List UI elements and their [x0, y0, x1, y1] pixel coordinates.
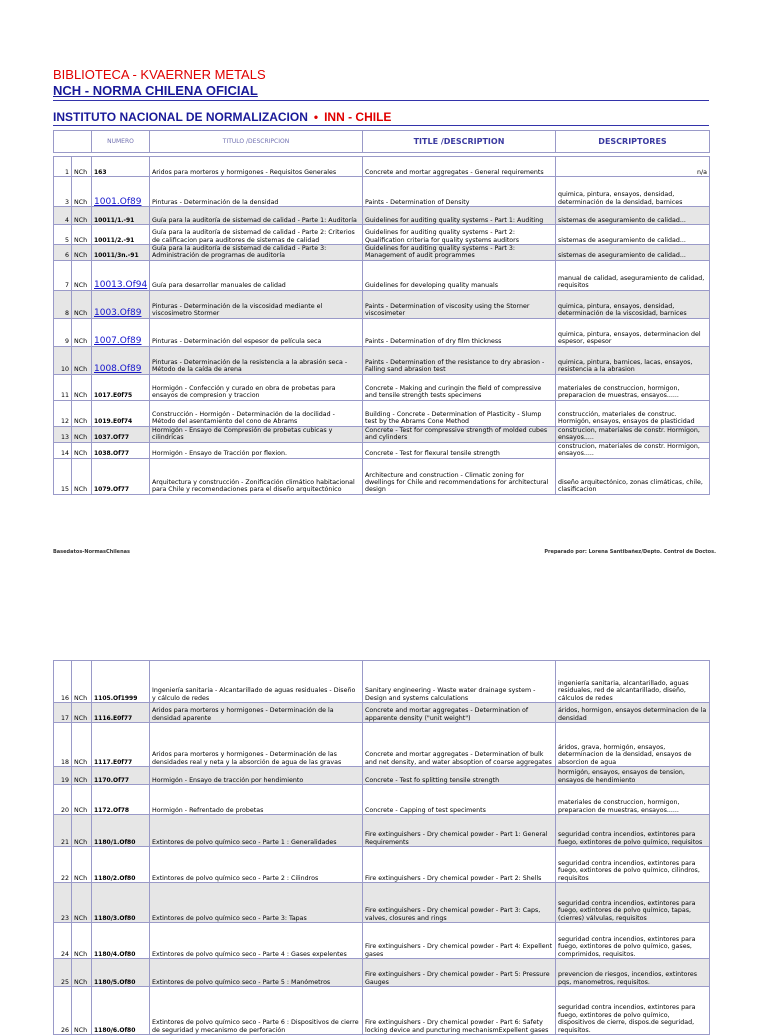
row-number: 19	[54, 767, 72, 785]
standard-code: 1180/3.Of80	[92, 883, 150, 923]
table-row	[54, 400, 710, 426]
standard-code: 1180/1.Of80	[92, 815, 150, 847]
row-number: 4	[54, 207, 72, 225]
table-row	[54, 923, 710, 959]
table-row	[54, 245, 710, 261]
spanish-title: Hormigón - Ensayo de tracción por hendimiento	[150, 767, 363, 785]
nch-prefix: NCh	[72, 959, 92, 987]
table-row	[54, 260, 710, 290]
nch-prefix: NCh	[72, 225, 92, 245]
table-row	[54, 318, 710, 346]
descriptors: seguridad contra incendios, extintores para fuego, extintores de polvo químico, gases, comprimidos, requisitos.	[556, 923, 710, 959]
row-number: 13	[54, 426, 72, 442]
spanish-title: Extintores de polvo químico seco - Parte 5 : Manómetros	[150, 959, 363, 987]
spanish-title: Pinturas - Determinación de la viscosidad mediante el viscosimetro Stormer	[150, 290, 363, 318]
descriptores-header: DESCRIPTORES	[556, 131, 710, 153]
inn-label: INN - CHILE	[324, 110, 392, 124]
table-row	[54, 177, 710, 207]
standard-code: 1172.Of78	[92, 785, 150, 815]
spanish-title: Hormigón - Refrentado de probetas	[150, 785, 363, 815]
english-title: Guidelines for auditing quality systems - Part 2: Qualification criteria for quality systems auditors	[363, 225, 556, 245]
descriptors: sistemas de aseguramiento de calidad...	[556, 207, 710, 225]
nch-prefix: NCh	[72, 290, 92, 318]
descriptors: áridos, grava, hormigón, ensayos, determinacion de la densidad, ensayos de absorcion de agua	[556, 723, 710, 767]
table-row	[54, 661, 710, 703]
standard-code[interactable]: 1008.Of89	[92, 346, 150, 374]
descriptors: hormigón, ensayos, ensayos de tension, ensayos de hendimiento	[556, 767, 710, 785]
spanish-title: Aridos para morteros y hormigones - Determinación de la densidad aparente	[150, 703, 363, 723]
descriptors: quimica, pintura, ensayos, densidad, determinación de la viscosidad, barnices	[556, 290, 710, 318]
english-title: Concrete and mortar aggregates - Determination of bulk and net density, and water absoption of coarse aggregates	[363, 723, 556, 767]
spanish-title: Hormigón - Ensayo de Tracción por flexion.	[150, 442, 363, 458]
table-row	[54, 207, 710, 225]
spanish-title: Pinturas - Determinación de la densidad	[150, 177, 363, 207]
standard-code: 1180/6.Of80	[92, 987, 150, 1035]
table-row	[54, 847, 710, 883]
blank-header	[54, 131, 92, 153]
institute-title	[53, 110, 391, 124]
english-title: Guidelines for developing quality manuals	[363, 260, 556, 290]
english-title: Paints - Determination of viscosity using the Storner viscosimeter	[363, 290, 556, 318]
spanish-title: Construcción - Hormigón - Determinación de la docilidad - Método del asentamiento del cono de Abrams	[150, 400, 363, 426]
nch-prefix: NCh	[72, 883, 92, 923]
descriptors: construcion, materiales de constr. Hormigon, ensayos.....	[556, 426, 710, 442]
descriptors: sistemas de aseguramiento de calidad...	[556, 225, 710, 245]
table-row	[54, 815, 710, 847]
row-number: 21	[54, 815, 72, 847]
descriptors: prevencion de riesgos, incendios, extintores pqs, manometros, requisitos.	[556, 959, 710, 987]
footer-left: Basedatos-NormasChilenas	[53, 549, 130, 555]
standard-code: 163	[92, 157, 150, 177]
row-number: 26	[54, 987, 72, 1035]
table-row	[54, 785, 710, 815]
english-title: Fire extinguishers - Dry chemical powder - Part 1: General Requirements	[363, 815, 556, 847]
nch-prefix: NCh	[72, 815, 92, 847]
english-title: Paints - Determination of the resistance to dry abrasion - Falling sand abrasion test	[363, 346, 556, 374]
english-title: Concrete - Capping of test speciments	[363, 785, 556, 815]
descriptors: materiales de construccion, hormigon, preparacion de muestras, ensayos......	[556, 785, 710, 815]
english-title: Guidelines for auditing quality systems - Part 3: Management of audit programmes	[363, 245, 556, 261]
descriptors: seguridad contra incendios, extintores para fuego, extintores de polvo químico, cilindros, requisitos	[556, 847, 710, 883]
row-number: 20	[54, 785, 72, 815]
spanish-title: Pinturas - Determinación de la resistencia a la abrasión seca - Método de la caída de arena	[150, 346, 363, 374]
spanish-title: Guía para la auditoría de sistemad de calidad - Parte 3: Administración de programas de auditoría	[150, 245, 363, 261]
descriptors: seguridad contra incendios, extintores para fuego, extintores de polvo químico, requisitos	[556, 815, 710, 847]
nch-prefix: NCh	[72, 661, 92, 703]
nch-prefix: NCh	[72, 723, 92, 767]
table-row	[54, 225, 710, 245]
standard-code: 1017.E0f75	[92, 374, 150, 400]
row-number: 23	[54, 883, 72, 923]
footer-right: Preparado por: Lorena Santibañez/Depto. Control de Doctos.	[544, 549, 716, 555]
spanish-title: Guía para la auditoría de sistemad de calidad - Parte 1: Auditoría	[150, 207, 363, 225]
standard-code[interactable]: 10013.Of94	[92, 260, 150, 290]
standard-code[interactable]: 1007.Of89	[92, 318, 150, 346]
row-number: 10	[54, 346, 72, 374]
nch-prefix: NCh	[72, 260, 92, 290]
nch-prefix: NCh	[72, 400, 92, 426]
spanish-title: Extintores de polvo químico seco - Parte 2 : Cilindros	[150, 847, 363, 883]
row-number: 24	[54, 923, 72, 959]
standard-code: 1116.E0f77	[92, 703, 150, 723]
english-title: Concrete - Test for flexural tensile strength	[363, 442, 556, 458]
nch-prefix: NCh	[72, 785, 92, 815]
library-title: BIBLIOTECA - KVAERNER METALS	[53, 67, 266, 82]
table-row	[54, 767, 710, 785]
nch-prefix: NCh	[72, 767, 92, 785]
spanish-title: Extintores de polvo químico seco - Parte 1 : Generalidades	[150, 815, 363, 847]
standard-code: 1170.Of77	[92, 767, 150, 785]
row-number: 1	[54, 157, 72, 177]
row-number: 25	[54, 959, 72, 987]
standard-code: 1180/2.Of80	[92, 847, 150, 883]
row-number: 12	[54, 400, 72, 426]
descriptors: quimica, pintura, ensayos, determinacion del espesor, espesor	[556, 318, 710, 346]
descriptors: quimica, pintura, barnices, lacas, ensayos, resistencia a la abrasion	[556, 346, 710, 374]
english-title: Concrete - Making and curingin the field of compressive and tensile strength tests specimens	[363, 374, 556, 400]
table-row	[54, 703, 710, 723]
english-title: Concrete - Test fo splitting tensile strength	[363, 767, 556, 785]
row-number: 5	[54, 225, 72, 245]
nch-prefix: NCh	[72, 374, 92, 400]
standard-code: 1019.E0f74	[92, 400, 150, 426]
row-number: 6	[54, 245, 72, 261]
row-number: 3	[54, 177, 72, 207]
row-number: 7	[54, 260, 72, 290]
english-title: Fire extinguishers - Dry chemical powder - Part 4: Expellent gases	[363, 923, 556, 959]
descriptors: diseño arquitectónico, zonas climáticas, chile, clasificacion	[556, 458, 710, 494]
english-title: Architecture and construction - Climatic zoning for dwellings for Chile and recommendations for architectural design	[363, 458, 556, 494]
standard-code[interactable]: 1003.Of89	[92, 290, 150, 318]
spanish-title: Guía para desarrollar manuales de calidad	[150, 260, 363, 290]
spanish-title: Aridos para morteros y hormigones - Requisitos Generales	[150, 157, 363, 177]
row-number: 14	[54, 442, 72, 458]
standard-code: 1180/5.Of80	[92, 959, 150, 987]
english-title: Paints - Determination of dry film thickness	[363, 318, 556, 346]
standard-code: 10011/3n.-91	[92, 245, 150, 261]
descriptors: construcción, materiales de construc. Hormigón, ensayos, ensayos de plasticidad	[556, 400, 710, 426]
descriptors: construcion, materiales de constr. Hormigon, ensayos.....	[556, 442, 710, 458]
standard-code: 10011/2.-91	[92, 225, 150, 245]
institute-divider	[53, 125, 709, 126]
english-title: Fire extinguishers - Dry chemical powder - Part 2: Shells	[363, 847, 556, 883]
descriptors: sistemas de aseguramiento de calidad...	[556, 245, 710, 261]
table-row	[54, 442, 710, 458]
spanish-title: Ingeniería sanitaria - Alcantarillado de aguas residuales - Diseño y cálculo de redes	[150, 661, 363, 703]
numero-header: NUMERO	[92, 131, 150, 153]
descriptors: áridos, hormigon, ensayos determinacion de la densidad	[556, 703, 710, 723]
nch-prefix: NCh	[72, 923, 92, 959]
title-header: TITLE /DESCRIPTION	[363, 131, 556, 153]
standard-code: 10011/1.-91	[92, 207, 150, 225]
header-divider	[53, 100, 709, 101]
spanish-title: Guía para la auditoría de sistemad de calidad - Parte 2: Criterios de calificacion para auditores de sistemas de calidad	[150, 225, 363, 245]
row-number: 11	[54, 374, 72, 400]
table-row	[54, 374, 710, 400]
nch-prefix: NCh	[72, 346, 92, 374]
nch-prefix: NCh	[72, 458, 92, 494]
descriptors: seguridad contra incendios, extintores para fuego, extintores de polvo químico, dispositivos de cierre, dispos.de seguridad, requisitos.	[556, 987, 710, 1035]
table-row	[54, 346, 710, 374]
table-row	[54, 723, 710, 767]
nch-prefix: NCh	[72, 442, 92, 458]
table-row	[54, 987, 710, 1035]
english-title: Paints - Determination of Density	[363, 177, 556, 207]
descriptors: manual de calidad, aseguramiento de calidad, requisitos	[556, 260, 710, 290]
descriptors: ingeniería sanitaria, alcantarillado, aguas residuales, red de alcantarillado, diseño, cálculos de redes	[556, 661, 710, 703]
standard-code[interactable]: 1001.Of89	[92, 177, 150, 207]
english-title: Building - Concrete - Determination of Plasticity - Slump test by the Abrams Cone Method	[363, 400, 556, 426]
spanish-title: Hormigón - Ensayo de Compresión de probetas cubicas y cilindricas	[150, 426, 363, 442]
english-title: Concrete - Test for compressive strength of molded cubes and cylinders	[363, 426, 556, 442]
titulo-header: TITULO /DESCRIPCION	[150, 131, 363, 153]
nch-prefix: NCh	[72, 207, 92, 225]
standard-code: 1037.Of77	[92, 426, 150, 442]
nch-prefix: NCh	[72, 157, 92, 177]
descriptors: seguridad contra incendios, extintores para fuego, extintores de polvo químico, tapas, (cierres) válvulas, requisitos	[556, 883, 710, 923]
standards-table-page1	[53, 130, 710, 495]
row-number: 16	[54, 661, 72, 703]
english-title: Concrete and mortar aggregates - Determination of apparente density ("unit weight")	[363, 703, 556, 723]
row-number: 18	[54, 723, 72, 767]
nch-prefix: NCh	[72, 847, 92, 883]
row-number: 17	[54, 703, 72, 723]
standards-table-page2	[53, 660, 710, 1035]
table-row	[54, 290, 710, 318]
nch-prefix: NCh	[72, 426, 92, 442]
spanish-title: Hormigón - Confección y curado en obra de probetas para ensayos de compresion y traccion	[150, 374, 363, 400]
nch-prefix: NCh	[72, 177, 92, 207]
spanish-title: Extintores de polvo químico seco - Parte 3: Tapas	[150, 883, 363, 923]
nch-prefix: NCh	[72, 703, 92, 723]
bullet-icon: •	[313, 110, 319, 124]
english-title: Sanitary engineering - Waste water drainage system - Design and systems calculations	[363, 661, 556, 703]
nch-prefix: NCh	[72, 245, 92, 261]
descriptors: materiales de construccion, hormigon, preparacion de muestras, ensayos......	[556, 374, 710, 400]
norma-title: NCH - NORMA CHILENA OFICIAL	[53, 83, 258, 98]
row-number: 15	[54, 458, 72, 494]
standard-code: 1105.Of1999	[92, 661, 150, 703]
table-row	[54, 426, 710, 442]
spanish-title: Extintores de polvo químico seco - Parte 6 : Dispositivos de cierre de seguridad y mecanismo de perforación	[150, 987, 363, 1035]
english-title: Fire extinguishers - Dry chemical powder - Part 3: Caps, valves, closures and rings	[363, 883, 556, 923]
nch-prefix: NCh	[72, 987, 92, 1035]
english-title: Concrete and mortar aggregates - General requirements	[363, 157, 556, 177]
descriptors: n/a	[556, 157, 710, 177]
row-number: 22	[54, 847, 72, 883]
spanish-title: Aridos para morteros y hormigones - Determinación de las densidades real y neta y la absorción de agua de las gravas	[150, 723, 363, 767]
spanish-title: Extintores de polvo químico seco - Parte 4 : Gases expelentes	[150, 923, 363, 959]
nch-prefix: NCh	[72, 318, 92, 346]
table-row	[54, 458, 710, 494]
spanish-title: Pinturas - Determinación del espesor de película seca	[150, 318, 363, 346]
standard-code: 1079.Of77	[92, 458, 150, 494]
table-row	[54, 883, 710, 923]
standard-code: 1117.E0f77	[92, 723, 150, 767]
row-number: 9	[54, 318, 72, 346]
standard-code: 1038.Of77	[92, 442, 150, 458]
descriptors: quimica, pintura, ensayos, densidad, determinación de la densidad, barnices	[556, 177, 710, 207]
row-number: 8	[54, 290, 72, 318]
institute-name: INSTITUTO NACIONAL DE NORMALIZACION	[53, 110, 308, 124]
english-title: Fire extinguishers - Dry chemical powder - Part 6: Safety locking device and puncturing mechanismExpellent gases	[363, 987, 556, 1035]
table-row	[54, 959, 710, 987]
english-title: Guidelines for auditing quality systems - Part 1: Auditing	[363, 207, 556, 225]
standard-code: 1180/4.Of80	[92, 923, 150, 959]
english-title: Fire extinguishers - Dry chemical powder - Part 5: Pressure Gauges	[363, 959, 556, 987]
spanish-title: Arquitectura y construcción - Zonificación climático habitacional para Chile y recomendaciones para el diseño arquitectónico	[150, 458, 363, 494]
table-row	[54, 157, 710, 177]
